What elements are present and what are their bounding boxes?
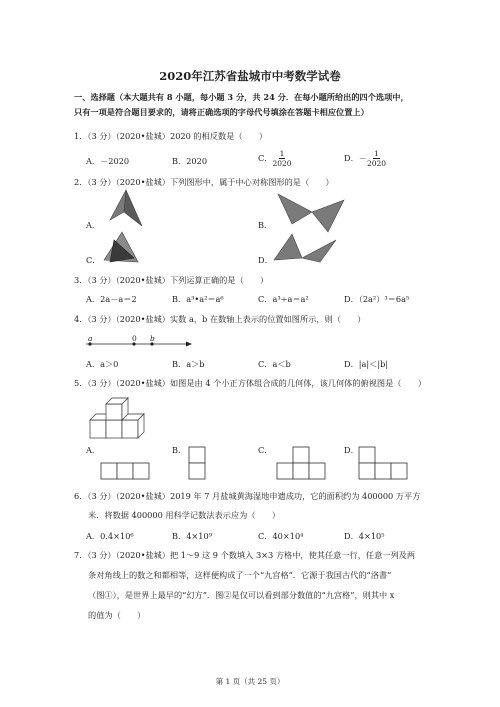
q1-option-c-numerator: 1 xyxy=(279,149,285,158)
q5-figure-c xyxy=(276,446,326,482)
q3-option-c: C．a³÷a＝a² xyxy=(258,294,309,304)
page-title: 2020年江苏省盐城市中考数学试卷 xyxy=(159,69,341,83)
q1-option-d-denominator: 2020 xyxy=(366,159,387,168)
question-6-stem-line1: 6．（3 分）（2020•盐城）2019 年 7 月盐城黄海湿地申遗成功，它的面积约为 400000 万平方 xyxy=(74,491,421,501)
q6-option-d: D．4×10⁵ xyxy=(344,531,385,541)
q4-option-d: D．|a|＜|b| xyxy=(344,359,389,369)
q5-option-b: B． xyxy=(172,445,187,455)
q5-option-a: A． xyxy=(86,445,101,455)
section-header-line2: 只有一项是符合题目要求的，请将正确选项的字母代号填涂在答题卡相应位置上） xyxy=(74,107,369,117)
question-2-stem: 2．（3 分）（2020•盐城）下列图形中，属于中心对称图形的是（ ） xyxy=(74,177,334,187)
q6-option-c: C．40×10⁴ xyxy=(258,531,304,541)
q1-option-c xyxy=(258,149,292,168)
q2-option-d: D． xyxy=(258,255,273,265)
q3-option-a: A．2a－a＝2 xyxy=(86,294,137,304)
question-7-stem-line3: （图①），是世界上最早的“幻方”．图②是仅可以看到部分数值的“九宫格”，则其中 x xyxy=(88,590,395,600)
q4-label-0: 0 xyxy=(132,334,137,343)
q5-solid-figure xyxy=(88,398,154,442)
q5-option-d: D． xyxy=(344,445,359,455)
q2-option-c: C． xyxy=(86,255,101,265)
q2-option-b: B． xyxy=(258,220,273,230)
q2-figure-c xyxy=(100,232,144,266)
q3-option-b: B．a³•a²＝a⁶ xyxy=(172,294,224,304)
q4-option-b: B．a＞b xyxy=(172,359,205,369)
q2-figure-a xyxy=(100,190,146,228)
q1-option-d-prefix: D．－ xyxy=(344,153,367,163)
q4-option-a: A．a＞0 xyxy=(86,359,119,369)
q5-option-c: C． xyxy=(258,445,273,455)
question-3-stem: 3．（3 分）（2020•盐城）下列运算正确的是（ ） xyxy=(74,275,269,285)
section-header-line1: 一、选择题（本大题共有 8 小题，每小题 3 分，共 24 分．在每小题所给出的四个选项中， xyxy=(74,92,409,102)
q1-option-c-fraction xyxy=(272,149,291,168)
q5-figure-a xyxy=(100,462,150,482)
page-footer: 第 1 页（共 25 页） xyxy=(215,677,285,686)
q2-figure-b xyxy=(278,192,348,234)
q1-option-c-denominator: 2020 xyxy=(272,159,292,168)
q4-option-c: C．a＜b xyxy=(258,359,291,369)
question-4-stem: 4．（3 分）（2020•盐城）实数 a，b 在数轴上表示的位置如图所示，则（ ） xyxy=(74,314,366,324)
q1-option-a: A．－2020 xyxy=(86,156,130,166)
q1-option-d-numerator: 1 xyxy=(374,149,379,158)
q6-option-a: A．0.4×10⁶ xyxy=(86,531,134,541)
q6-option-b: B．4×10⁹ xyxy=(172,531,212,541)
q5-figure-d xyxy=(358,446,408,482)
question-7-stem-line4: 的值为（ ） xyxy=(88,610,146,620)
q4-label-b: b xyxy=(150,334,155,343)
question-7-stem-line2: 条对角线上的数之和都相等，这样便构成了一个“九宫格”．它源于我国古代的“洛書” xyxy=(88,570,392,580)
q1-option-c-prefix: C． xyxy=(258,153,273,163)
q5-figure-b xyxy=(188,446,208,482)
question-6-stem-line2: 米．将数据 400000 用科学记数法表示应为（ ） xyxy=(88,510,281,520)
question-1-stem: 1．（3 分）（2020•盐城）2020 的相反数是（ ） xyxy=(74,131,268,141)
q2-figure-d xyxy=(272,232,338,266)
q4-number-line xyxy=(84,330,194,352)
q1-option-d-fraction xyxy=(367,149,386,168)
q1-option-d xyxy=(344,149,386,168)
q3-option-d: D．（2a²）³＝6a⁵ xyxy=(344,294,410,304)
q2-option-a: A． xyxy=(86,220,101,230)
question-7-stem-line1: 7．（3 分）（2020•盐城）把 1～9 这 9 个数填入 3×3 方格中，使其任意一行，任意一列及两 xyxy=(74,550,416,560)
question-5-stem: 5．（3 分）（2020•盐城）如图是由 4 个小正方体组合成的几何体，该几何体的俯视图是（ ） xyxy=(74,378,427,388)
q4-label-a: a xyxy=(88,334,93,343)
q1-option-b: B．2020 xyxy=(172,156,208,166)
